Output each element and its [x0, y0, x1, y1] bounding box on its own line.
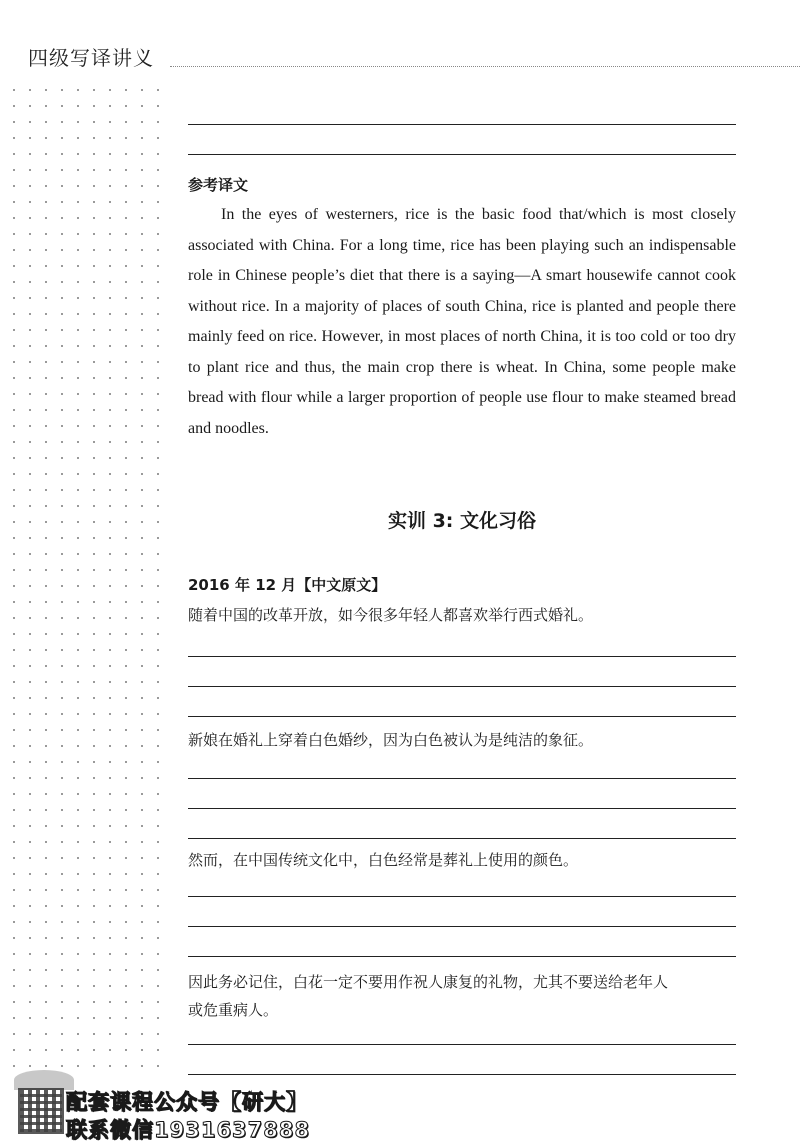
source-sentence: 随着中国的改革开放，如今很多年轻人都喜欢举行西式婚礼。 — [188, 606, 594, 624]
answer-line — [188, 154, 736, 155]
source-sentence-continued: 或危重病人。 — [188, 1001, 279, 1019]
answer-line — [188, 956, 736, 957]
answer-line — [188, 926, 736, 927]
answer-line — [188, 1044, 736, 1045]
watermark-shape — [14, 1070, 74, 1090]
answer-line — [188, 716, 736, 717]
source-sentence: 然而，在中国传统文化中，白色经常是葬礼上使用的颜色。 — [188, 851, 579, 869]
answer-line — [188, 838, 736, 839]
watermark-line-1: 配套课程公众号【研大】 — [66, 1090, 308, 1114]
reference-heading: 参考译文 — [188, 176, 249, 194]
section-title: 实训 3: 文化习俗 — [387, 510, 537, 532]
watermark-line-2: 联系微信1931637888 — [66, 1118, 311, 1142]
exercise-heading: 2016 年 12 月【中文原文】 — [188, 576, 387, 594]
qr-code-icon — [18, 1088, 64, 1134]
reference-translation: In the eyes of westerners, rice is the basic food that/which is most closely associated with China. For a long time, rice has been playing such an indispensable role in Chinese people’s diet that there is a saying—A smart housewife cannot cook without rice. In a majority of places of south China, rice is planted and people there mainly feed on rice. However, in most places of north China, it is too cold or too dry to plant rice and thus, the main crop there is wheat. In China, some people make bread with flour while a larger proportion of people use flour to make steamed bread and noodles. — [188, 206, 736, 437]
answer-line — [188, 896, 736, 897]
dot-grid-margin — [0, 78, 172, 1078]
source-sentence: 因此务必记住，白花一定不要用作祝人康复的礼物，尤其不要送给老年人 — [188, 973, 669, 991]
answer-line — [188, 656, 736, 657]
answer-line — [188, 778, 736, 779]
running-header-title: 四级写译讲义 — [28, 46, 154, 70]
answer-line — [188, 808, 736, 809]
source-sentence: 新娘在婚礼上穿着白色婚纱，因为白色被认为是纯洁的象征。 — [188, 731, 594, 749]
header-rule — [170, 66, 800, 67]
answer-line — [188, 124, 736, 125]
answer-line — [188, 1074, 736, 1075]
answer-line — [188, 686, 736, 687]
